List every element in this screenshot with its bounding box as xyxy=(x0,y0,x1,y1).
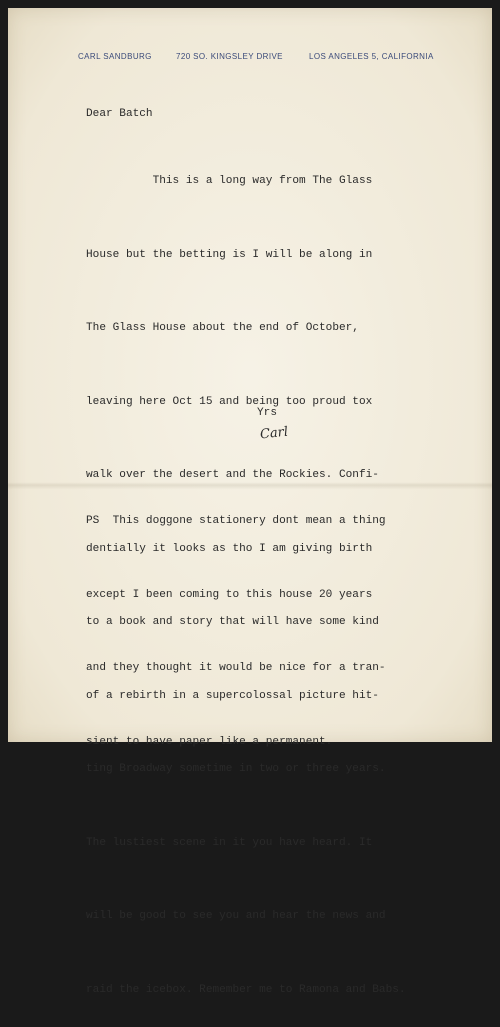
body-line: The Glass House about the end of October, xyxy=(86,322,359,334)
closing: Yrs xyxy=(257,407,277,419)
body-line: will be good to see you and hear the news and xyxy=(86,910,386,922)
body-line: This is a long way from The Glass xyxy=(86,175,373,187)
body-line: The lustiest scene in it you have heard. It xyxy=(86,836,373,849)
ps-line: sient to have paper like a permanent. xyxy=(86,735,333,748)
body-line: walk over the desert and the Rockies. Confi- xyxy=(86,469,379,481)
letterhead-name: CARL SANDBURG xyxy=(78,52,152,61)
letterhead-address: 720 SO. KINGSLEY DRIVE xyxy=(176,52,283,61)
letterhead-city: LOS ANGELES 5, CALIFORNIA xyxy=(309,52,434,61)
ps-line: except I been coming to this house 20 years xyxy=(86,588,373,601)
handwritten-signature: Carl xyxy=(259,424,289,443)
salutation: Dear Batch xyxy=(86,108,153,120)
body-line: ting Broadway sometime in two or three years. xyxy=(86,763,386,775)
ps-line: PS This doggone stationery dont mean a thing xyxy=(86,515,386,527)
body-line: House but the betting is I will be along in xyxy=(86,248,373,261)
body-line: raid the icebox. Remember me to Ramona and Babs. xyxy=(86,983,406,996)
body-line: leaving here Oct 15 and being too proud tox xyxy=(86,395,373,408)
ps-line: and they thought it would be nice for a tran- xyxy=(86,662,386,674)
postscript xyxy=(86,460,386,779)
body-line: dentially it looks as tho I am giving birth xyxy=(86,542,373,555)
body-line: of a rebirth in a supercolossal picture hit- xyxy=(86,689,379,702)
body-line: to a book and story that will have some kind xyxy=(86,616,379,628)
